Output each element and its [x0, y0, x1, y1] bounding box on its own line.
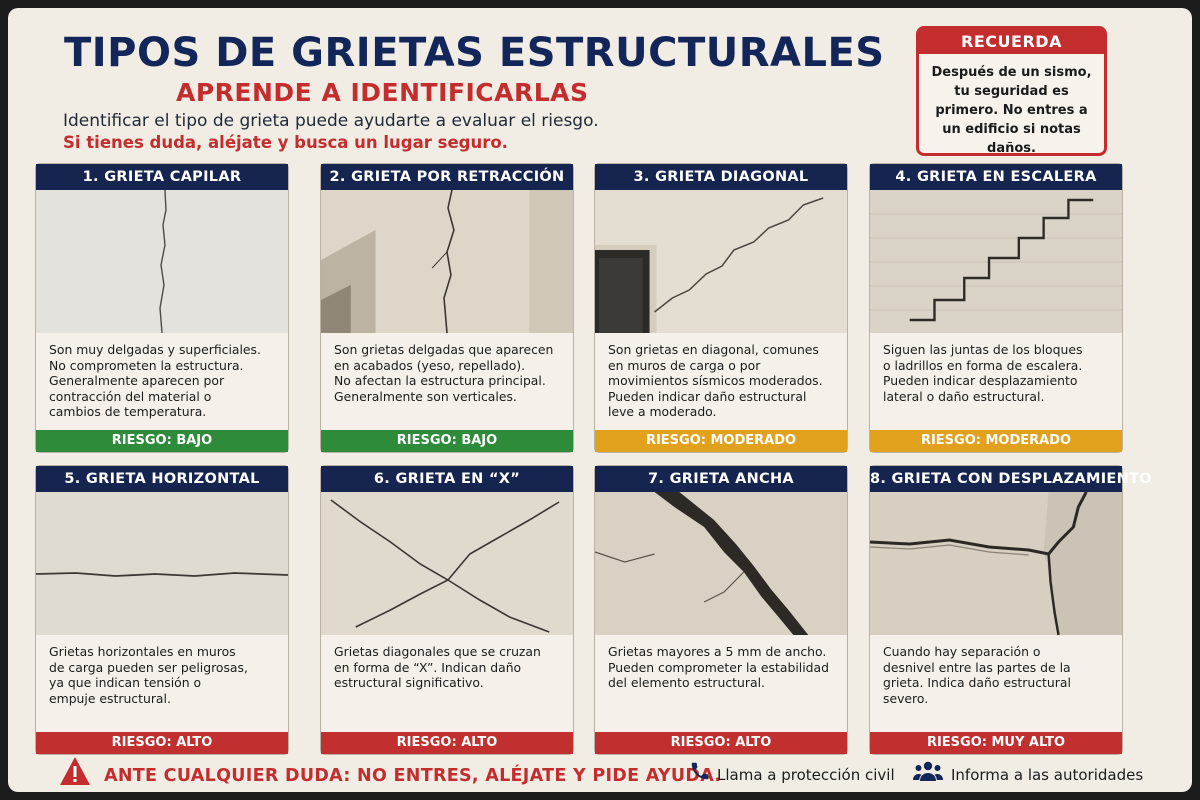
card-description: Grietas diagonales que se cruzan en forma de “X”. Indican daño estructural significativo. [334, 644, 541, 690]
crack-photo-ancha [595, 492, 847, 635]
card-title: 4. GRIETA EN ESCALERA [870, 164, 1122, 190]
page-title: TIPOS DE GRIETAS ESTRUCTURALES [64, 30, 885, 76]
reminder-title: RECUERDA [919, 29, 1104, 54]
reminder-box [916, 26, 1107, 156]
crack-photo-x [321, 492, 573, 635]
crack-photo-escalera [870, 190, 1122, 333]
card-description: Grietas horizontales en muros de carga pueden ser peligrosas, ya que indican tensión o empuje estructural. [49, 644, 248, 706]
risk-badge: RIESGO: MODERADO [595, 430, 847, 452]
infographic-poster [8, 8, 1192, 792]
crack-photo-desplazamiento [870, 492, 1122, 635]
card-title: 5. GRIETA HORIZONTAL [36, 466, 288, 492]
risk-badge: RIESGO: BAJO [321, 430, 573, 452]
risk-badge: RIESGO: BAJO [36, 430, 288, 452]
crack-card-desplazamiento [869, 465, 1152, 755]
card-title: 6. GRIETA EN “X” [321, 466, 573, 492]
risk-badge: RIESGO: ALTO [595, 732, 847, 754]
inform-authorities-text: Informa a las autoridades [951, 766, 1144, 784]
crack-card-diagonal [594, 163, 848, 453]
crack-photo-retraccion [321, 190, 573, 333]
card-title: 1. GRIETA CAPILAR [36, 164, 288, 190]
card-description: Cuando hay separación o desnivel entre las partes de la grieta. Indica daño estructural severo. [883, 644, 1071, 706]
intro-text: Identificar el tipo de grieta puede ayudarte a evaluar el riesgo. [63, 111, 599, 131]
risk-badge: RIESGO: MODERADO [870, 430, 1122, 452]
footer-bar [8, 750, 1192, 792]
risk-badge: RIESGO: MUY ALTO [870, 732, 1122, 754]
card-description: Siguen las juntas de los bloques o ladrillos en forma de escalera. Pueden indicar desplazamiento lateral o daño estructural. [883, 342, 1083, 404]
crack-card-retraccion [320, 163, 574, 453]
crack-photo-horizontal [36, 492, 288, 635]
intro-warning: Si tienes duda, aléjate y busca un lugar seguro. [63, 133, 508, 152]
card-title: 7. GRIETA ANCHA [595, 466, 847, 492]
card-description: Son grietas delgadas que aparecen en acabados (yeso, repellado). No afectan la estructura principal. Generalmente son verticales. [334, 342, 554, 404]
call-civil-protection-text: Llama a protección civil [717, 766, 895, 784]
crack-card-horizontal [35, 465, 289, 755]
crack-photo-diagonal [595, 190, 847, 333]
card-title: 3. GRIETA DIAGONAL [595, 164, 847, 190]
risk-badge: RIESGO: ALTO [36, 732, 288, 754]
card-title: 2. GRIETA POR RETRACCIÓN [321, 164, 573, 190]
crack-card-x [320, 465, 574, 755]
card-description: Grietas mayores a 5 mm de ancho. Pueden comprometer la estabilidad del elemento estructural. [608, 644, 829, 690]
footer-warning: ANTE CUALQUIER DUDA: NO ENTRES, ALÉJATE Y PIDE AYUDA. [104, 766, 722, 786]
crack-card-capilar [35, 163, 289, 453]
card-description: Son muy delgadas y superficiales. No comprometen la estructura. Generalmente aparecen por contracción del material o cambios de temperatura. [49, 342, 261, 419]
card-description: Son grietas en diagonal, comunes en muros de carga o por movimientos sísmicos moderados. Pueden indicar daño estructural leve a moderado. [608, 342, 823, 419]
crack-card-ancha [594, 465, 848, 755]
phone-icon [689, 760, 711, 782]
crack-card-escalera [869, 163, 1123, 453]
people-icon [913, 760, 943, 782]
crack-photo-capilar [36, 190, 288, 333]
reminder-text: Después de un sismo, tu seguridad es primero. No entres a un edificio si notas daños. [931, 65, 1092, 156]
card-title: 8. GRIETA CON DESPLAZAMIENTO [870, 466, 1122, 492]
risk-badge: RIESGO: ALTO [321, 732, 573, 754]
warning-triangle-icon [59, 756, 91, 786]
page-subtitle: APRENDE A IDENTIFICARLAS [176, 78, 589, 107]
